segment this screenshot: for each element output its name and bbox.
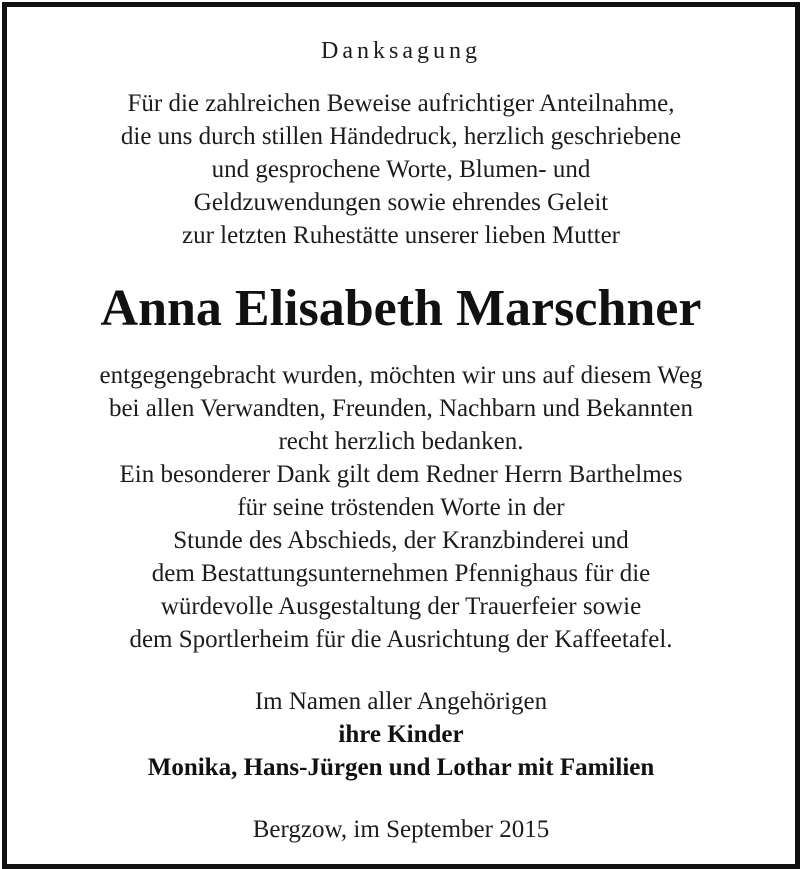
thanks-line: bei allen Verwandten, Freunden, Nachbarn und Bekannten [108,395,694,422]
thanks-paragraph [7,359,795,656]
thanks-line: entgegengebracht wurden, möchten wir uns auf diesem Weg [99,362,703,389]
thanks-line: würdevolle Ausgestaltung der Trauerfeier sowie [160,593,642,620]
intro-line: die uns durch stillen Händedruck, herzlich geschriebene [120,123,682,150]
sign-off-names: Monika, Hans-Jürgen und Lothar mit Familien [147,754,655,781]
intro-line: zur letzten Ruhestätte unserer lieben Mutter [181,222,621,249]
thanks-line: Stunde des Abschieds, der Kranzbinderei und [173,527,629,554]
sign-off [7,685,795,784]
thanks-line: Ein besonderer Dank gilt dem Redner Herrn Barthelmes [119,461,683,488]
thanks-line: dem Bestattungsunternehmen Pfennighaus für die [151,560,651,587]
thanks-line: dem Sportlerheim für die Ausrichtung der Kaffeetafel. [129,626,673,653]
obituary-notice [7,7,795,864]
intro-paragraph [7,87,795,252]
notice-heading: Danksagung [321,38,481,64]
sign-off-line: Im Namen aller Angehörigen [254,688,548,715]
intro-line: und gesprochene Worte, Blumen- und [211,156,591,183]
thanks-line: recht herzlich bedanken. [278,428,524,455]
intro-line: Geldzuwendungen sowie ehrendes Geleit [193,189,609,216]
intro-line: Für die zahlreichen Beweise aufrichtiger Anteilnahme, [127,90,675,117]
place-and-date: Bergzow, im September 2015 [252,816,550,843]
deceased-name: Anna Elisabeth Marschner [100,280,702,337]
thanks-line: für seine tröstenden Worte in der [237,494,565,521]
sign-off-children: ihre Kinder [338,721,464,748]
